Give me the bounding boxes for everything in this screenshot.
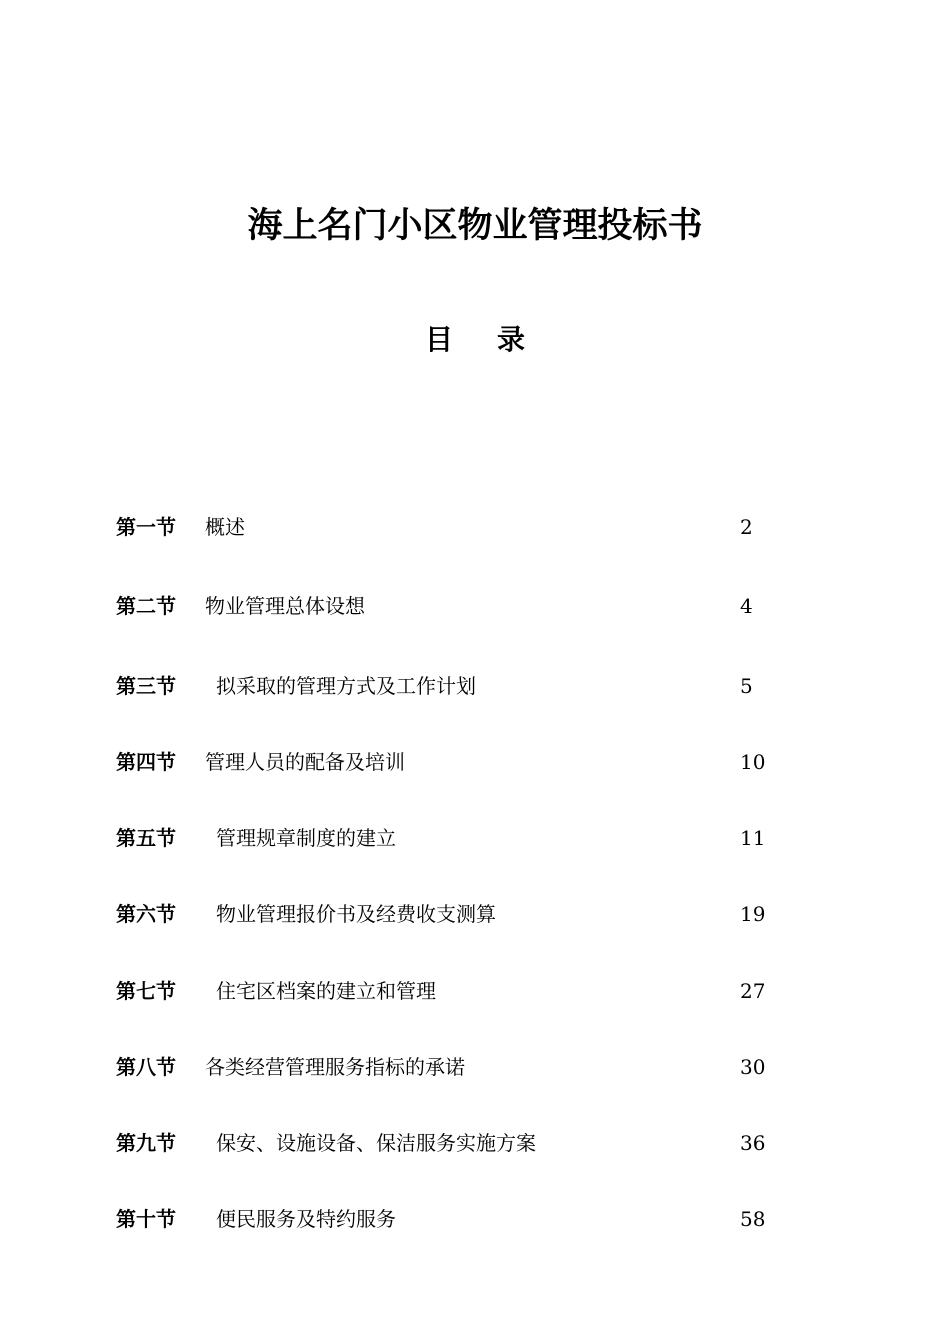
- toc-entry-2[interactable]: [0, 591, 950, 621]
- toc-section-title: 各类经营管理服务指标的承诺: [205, 1055, 465, 1079]
- toc-section-number: 第五节: [116, 826, 176, 850]
- toc-entry-8[interactable]: [0, 1052, 950, 1082]
- toc-section-title: 管理人员的配备及培训: [205, 750, 405, 774]
- toc-section-title: 概述: [205, 515, 245, 539]
- toc-section-title: 管理规章制度的建立: [216, 826, 396, 850]
- toc-entry-1[interactable]: [0, 512, 950, 542]
- toc-heading-char-1: 目: [424, 323, 453, 356]
- toc-entry-9[interactable]: [0, 1128, 950, 1158]
- toc-heading-char-2: 录: [497, 323, 526, 356]
- toc-page-number: 27: [740, 979, 766, 1003]
- toc-entry-7[interactable]: [0, 976, 950, 1006]
- toc-entry-3[interactable]: [0, 671, 950, 701]
- toc-section-number: 第二节: [116, 594, 176, 618]
- toc-entry-10[interactable]: [0, 1204, 950, 1234]
- toc-section-title: 物业管理报价书及经费收支测算: [216, 902, 496, 926]
- toc-page-number: 19: [740, 902, 766, 926]
- toc-section-number: 第三节: [116, 674, 176, 698]
- toc-page-number: 36: [740, 1131, 766, 1155]
- toc-section-number: 第十节: [116, 1207, 176, 1231]
- toc-section-number: 第六节: [116, 902, 176, 926]
- toc-section-number: 第八节: [116, 1055, 176, 1079]
- toc-section-number: 第四节: [116, 750, 176, 774]
- toc-entry-5[interactable]: [0, 823, 950, 853]
- toc-page-number: 30: [740, 1055, 766, 1079]
- toc-page-number: 11: [740, 826, 766, 850]
- toc-page-number: 4: [740, 594, 753, 618]
- document-title: 海上名门小区物业管理投标书: [247, 205, 703, 246]
- toc-section-title: 便民服务及特约服务: [216, 1207, 396, 1231]
- toc-section-title: 住宅区档案的建立和管理: [216, 979, 436, 1003]
- toc-page-number: 5: [740, 674, 753, 698]
- toc-section-title: 拟采取的管理方式及工作计划: [216, 674, 476, 698]
- toc-page-number: 2: [740, 515, 753, 539]
- toc-page-number: 10: [740, 750, 766, 774]
- toc-section-title: 保安、设施设备、保洁服务实施方案: [216, 1131, 536, 1155]
- toc-page-number: 58: [740, 1207, 766, 1231]
- toc-section-number: 第一节: [116, 515, 176, 539]
- toc-section-number: 第九节: [116, 1131, 176, 1155]
- toc-entry-4[interactable]: [0, 747, 950, 777]
- toc-section-title: 物业管理总体设想: [205, 594, 365, 618]
- toc-section-number: 第七节: [116, 979, 176, 1003]
- toc-entry-6[interactable]: [0, 899, 950, 929]
